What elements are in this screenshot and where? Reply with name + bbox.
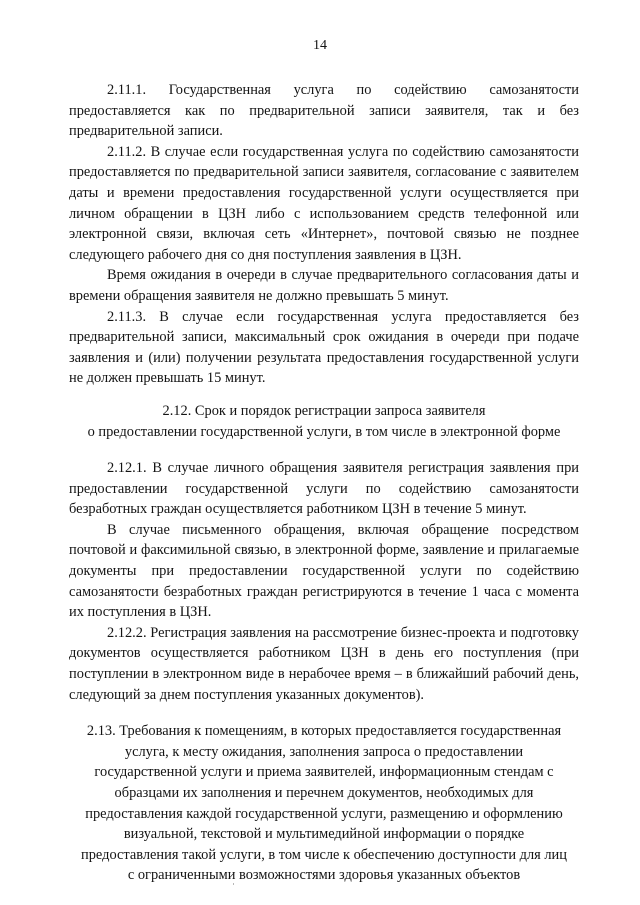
section-heading-2-13-line: предоставления такой услуги, в том числе к обеспечению доступности для лиц: [81, 846, 567, 863]
scan-artifact: [233, 883, 234, 885]
section-heading-2-13-line: услуга, к месту ожидания, заполнения запроса о предоставлении: [124, 743, 524, 760]
section-heading-2-13: [69, 721, 579, 886]
paragraph-written-request: В случае письменного обращения, включая обращение посредством почтовой и факсимильной связью, в электронной форме, заявление и прилагаемые документы при предоставлении государственной услуги по содействию самозанятости безработных граждан регистрируются в течение 1 часа с момента их поступления в ЦЗН.: [69, 521, 579, 621]
section-heading-2-13-line: образцами их заполнения и перечнем документов, необходимых для: [114, 785, 534, 801]
section-heading-2-13-line: государственной услуги и приема заявителей, информационным стендам с: [94, 764, 554, 781]
paragraph-waiting-time: Время ожидания в очереди в случае предварительного согласования даты и времени обращения заявителя не должно превышать 5 минут.: [69, 267, 579, 304]
paragraph-2-12-1: 2.12.1. В случае личного обращения заявителя регистрация заявления при предоставлении государственной услуги по содействию самозанятости безработных граждан осуществляется работником ЦЗН в течение 5 минут.: [69, 460, 579, 518]
section-heading-2-13-line: с ограниченными возможностями здоровья указанных объектов: [127, 867, 521, 884]
paragraph-2-12-2: 2.12.2. Регистрация заявления на рассмотрение бизнес-проекта и подготовку документов осуществляется работником ЦЗН в день его поступления (при поступлении в электронном виде в нерабочее время – в ближайший рабочий день, следующий за днем поступления указанных документов).: [69, 624, 579, 703]
paragraph-2-11-2: 2.11.2. В случае если государственная услуга по содействию самозанятости предоставляется по предварительной записи заявителя, согласование с заявителем даты и времени предоставления государственной услуги осуществляется при личном обращении в ЦЗН либо с использованием средств телефонной или электронной связи, включая сеть «Интернет», почтовой связью не позднее следующего рабочего дня со дня поступления заявления в ЦЗН.: [69, 143, 579, 263]
section-heading-2-13-line: предоставления каждой государственной услуги, размещению и оформлению: [85, 805, 563, 822]
document-body: [69, 80, 579, 886]
section-heading-2-13-line: визуальной, текстовой и мультимедийной информации о порядке: [123, 826, 525, 843]
paragraph-2-11-3: 2.11.3. В случае если государственная услуга предоставляется без предварительной записи, максимальный срок ожидания в очереди при подаче заявления и (или) получении результата предоставления государственной услуги не должен превышать 15 минут.: [69, 308, 579, 387]
section-heading-2-12: [69, 401, 579, 442]
section-heading-2-12-line-2: о предоставлении государственной услуги, в том числе в электронной форме: [87, 423, 561, 440]
section-heading-2-13-line: 2.13. Требования к помещениям, в которых предоставляется государственная: [86, 723, 562, 740]
page-number: 14: [313, 38, 327, 53]
section-heading-2-12-line-1: 2.12. Срок и порядок регистрации запроса заявителя: [162, 402, 486, 419]
paragraph-2-11-1: 2.11.1. Государственная услуга по содействию самозанятости предоставляется как по предварительной записи заявителя, так и без предварительной записи.: [69, 82, 579, 140]
